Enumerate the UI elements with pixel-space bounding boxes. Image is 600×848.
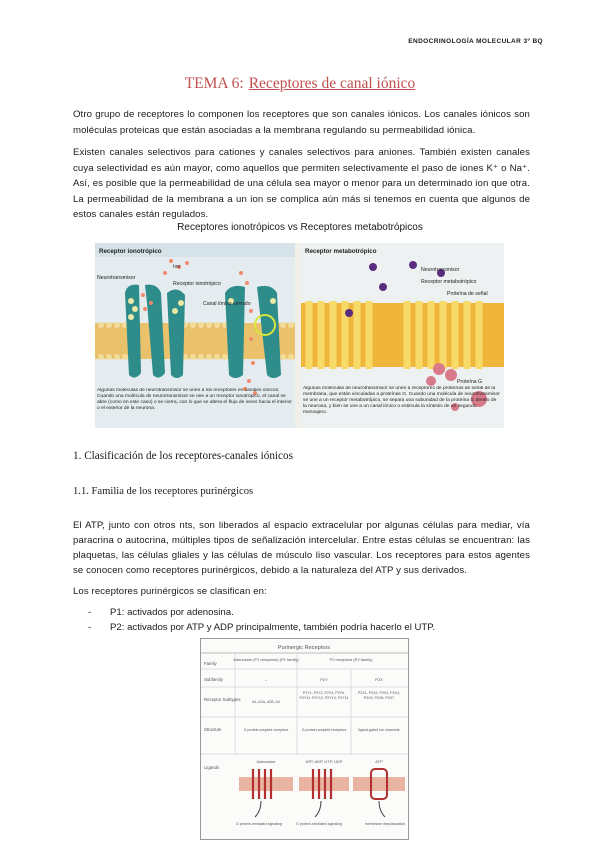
section-1-1-heading: 1.1. Familia de los receptores purinérgicos — [73, 486, 254, 497]
metabotropic-heading: Receptor metabotrópico — [305, 248, 377, 255]
receptor-diagram — [95, 243, 504, 428]
row-label: Structure — [204, 727, 222, 732]
intro-paragraph-1: Otro grupo de receptores lo componen los receptores que son canales iónicos. Los canales iónicos son moléculas proteicas que están asociadas a la membrana regulando su permeabilidad iónica. — [73, 109, 530, 136]
table-footer-cell: G protein-mediated signaling — [296, 822, 342, 826]
table-cell: P2X1, P2X2, P2X3, P2X4, P2X5, P2X6, P2X7 — [357, 691, 401, 700]
table-cell: P2Y — [320, 677, 328, 682]
list-dash: - — [88, 622, 92, 633]
intro-paragraph-2: Existen canales selectivos para cationes y canales selectivos para aniones. También existen canales cuya selectividad es aún mayor, como aquellos que permiten selectivamente el paso de iones K⁺ o Na⁺. Así, es posible que la permeabilidad de una célula sea mayor o menor para un determinado ion que otra. La permeabilidad de la membrana a un ion se complica aún más si tenemos en cuenta que algunos de estos canales están regulados. — [73, 147, 530, 221]
ionotropic-heading: Receptor ionotrópico — [99, 248, 162, 255]
membrane-illustrations — [239, 769, 405, 817]
table-cell: Adenosine (P1 receptors) (P1 family) — [233, 657, 299, 662]
table-cell: Adenosine — [256, 759, 276, 764]
list-item — [88, 607, 234, 618]
label-closed-channel: Canal iónico cerrado — [203, 301, 251, 307]
list-dash: - — [88, 607, 92, 618]
label-ionotropic-receptor: Receptor ionotrópico — [173, 281, 221, 287]
purinergic-paragraph: El ATP, junto con otros nts, son liberados al espacio extracelular por algunas células para mediar, vía paracrina o autocrina, múltiples tipos de señalización intercelular. Entre estas células se encuentran: las plaquetas, las células gliales y las células de músculo liso vascular. Los receptores para estos agentes se conocen como receptores purinérgicos, debido a la naturaleza del ATP y sus derivados. — [73, 520, 530, 576]
row-label: Subfamily — [204, 677, 223, 682]
metabotropic-description: Algunas moléculas de neurotransmisor se unen a receptores de proteínas de señal de la membrana, que están vinculadas a proteínas G. Cuando una molécula de neurotransmisor se une a un receptor metabotrópico, se separa una subunidad de la proteína G dentro de la neurona, y bien se une a un canal iónico o estimula la síntesis de un segundo mensajero. — [303, 386, 500, 416]
table-cell: A1, A2A, A2B, A3 — [252, 700, 280, 704]
page-title — [0, 75, 600, 93]
list-item-text: P2: activados por ATP y ADP principalmente, también podría hacerlo el UTP. — [110, 622, 436, 633]
title-main: Receptores de canal iónico — [248, 75, 416, 92]
table-cell: ligand-gated ion channels — [358, 728, 400, 732]
purinergic-table-image — [201, 639, 408, 839]
row-label: Ligands — [204, 765, 220, 770]
classification-intro: Los receptores purinérgicos se clasifican en: — [73, 586, 267, 597]
label-metabotropic-neurotransmitter: Neurotransmisor — [421, 267, 460, 273]
figure-caption: Receptores ionotrópicos vs Receptores metabotrópicos — [177, 222, 423, 233]
table-cell: P2 receptors (P2 family) — [329, 657, 373, 662]
label-signal-protein: Proteína de señal — [447, 291, 488, 297]
label-metabotropic-receptor: Receptor metabotrópico — [421, 279, 477, 285]
receptor-figure — [95, 243, 504, 428]
title-prefix: TEMA 6: — [184, 75, 244, 92]
table-cell: P2X — [375, 677, 383, 682]
table-cell: G protein-coupled receptors — [301, 728, 347, 732]
list-item-text: P1: activados por adenosina. — [110, 607, 234, 618]
label-neurotransmitter: Neurotransmisor — [97, 275, 136, 281]
label-ion: Ion — [173, 264, 181, 270]
table-cell: – — [264, 677, 268, 682]
course-header: ENDOCRINOLOGÍA MOLECULAR 3º BQ — [408, 38, 543, 45]
table-cell: ATP — [375, 759, 383, 764]
table-cell: G protein-coupled receptors — [243, 728, 289, 732]
table-cell: ATP, ADP, UTP, UDP — [305, 759, 343, 764]
label-g-protein: Proteína G — [457, 379, 483, 385]
ionotropic-description: Algunas moléculas de neurotransmisor se unen a los receptores en canales iónicos. Cuando una molécula de neurotransmisor se une a un receptor ionotrópico, el canal se abre (como en este caso) o se cierra, con lo que se altera el flujo de iones hacia el interior o el exterior de la neurona. — [97, 388, 292, 412]
ionotropic-channel-closed — [125, 285, 185, 378]
table-title: Purinergic Receptors — [277, 645, 331, 651]
table-footer-cell: G protein-mediated signaling — [236, 822, 282, 826]
purinergic-receptors-table — [200, 638, 409, 840]
table-footer-cell: membrane depolarization — [364, 822, 406, 826]
table-cell: P2Y1, P2Y2, P2Y4, P2Y6, P2Y11, P2Y12, P2Y13, P2Y14 — [299, 691, 349, 700]
row-label: Family — [204, 661, 217, 666]
row-label: Receptor Subtypes — [204, 697, 241, 702]
section-1-heading: 1. Clasificación de los receptores-canales iónicos — [73, 450, 293, 462]
list-item — [88, 622, 435, 633]
